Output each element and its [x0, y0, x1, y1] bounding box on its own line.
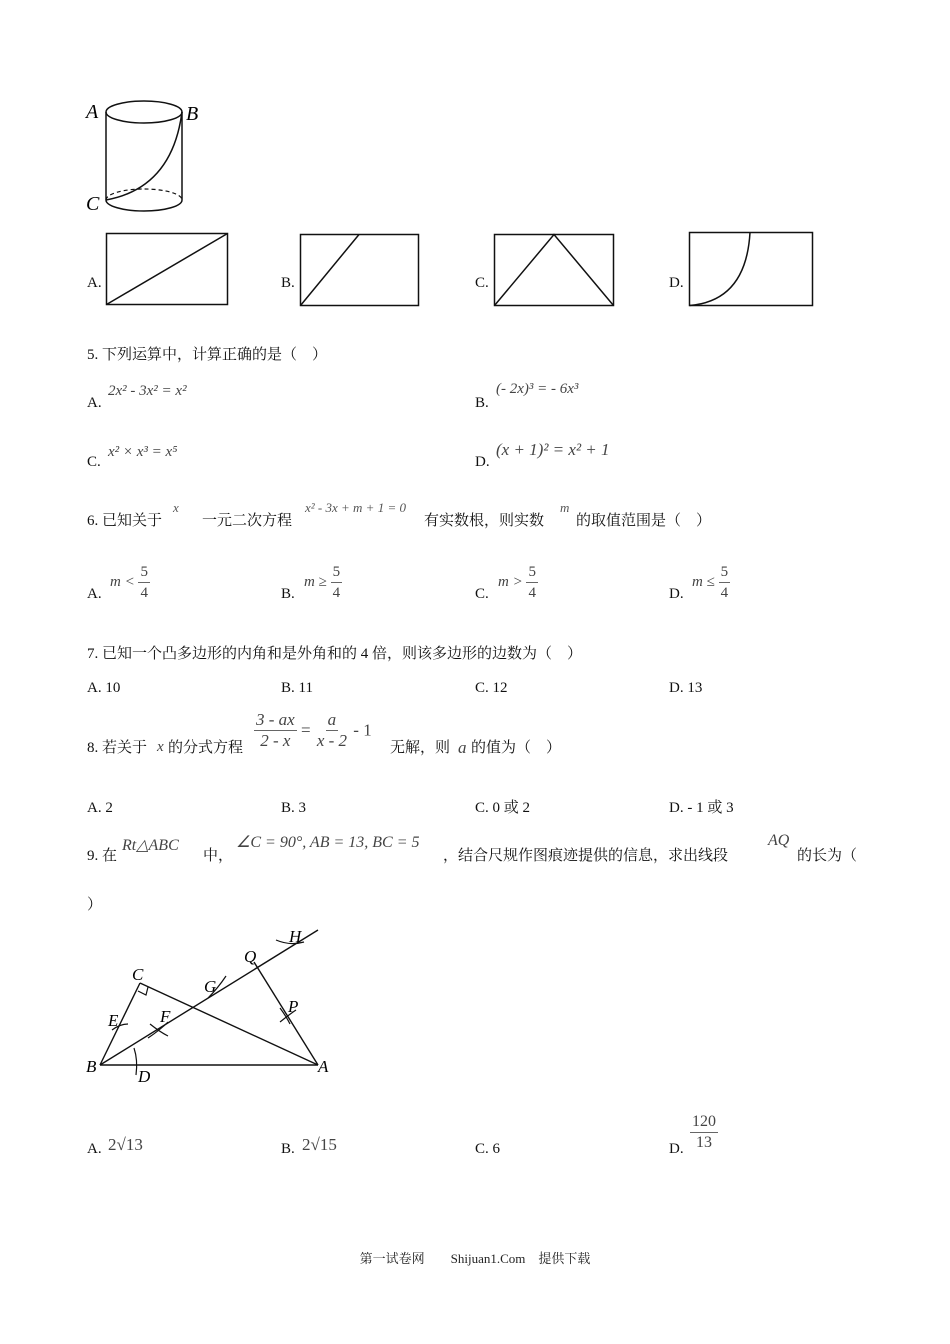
q6-option-A-value: m < $\frac{5}{4}$ [110, 564, 148, 601]
q9-option-A-value: 2√13 [108, 1135, 143, 1154]
label-D: D [138, 1067, 151, 1086]
q5-option-A-letter[interactable]: A. [87, 395, 102, 411]
cylinder-top [106, 101, 182, 123]
q5-option-B-expr: (- 2x)³ = - 6x³ [496, 381, 579, 397]
q8-var-x: x [157, 739, 164, 755]
q6-option-A-letter[interactable]: A. [87, 586, 102, 602]
q9-segment: AQ [768, 832, 790, 849]
q8-var-a: a [458, 738, 467, 757]
page-footer: 第一试卷网 Shijuan1.Com 提供下载 [359, 1251, 591, 1266]
q6-option-B-letter[interactable]: B. [281, 586, 295, 602]
label-P: P [288, 997, 299, 1016]
q9-option-C-letter: C. [475, 1141, 489, 1157]
q8-option-D[interactable]: D. - 1 或 3 [669, 800, 734, 816]
q6-option-B-value: m ≥ $\frac{5}{4}$ [304, 564, 341, 601]
q6-stem-b: 一元二次方程 [202, 513, 293, 529]
q4-option-D-letter[interactable]: D. [669, 275, 684, 291]
q9-triangle-figure [80, 920, 340, 1090]
q6-option-D-letter[interactable]: D. [669, 586, 684, 602]
q6-stem-d: 的取值范围是（ ） [576, 513, 712, 529]
label-A: A [86, 101, 99, 123]
q8-equation: $\frac{3 - ax}{2 - x}$ = $\frac{a}{x - 2}$ - 1 [256, 710, 372, 750]
q5-option-B-letter[interactable]: B. [475, 395, 489, 411]
q6-stem-a: 6. 已知关于 [87, 513, 163, 529]
q6-var-x: x [173, 500, 179, 515]
q6-var-m: m [560, 500, 570, 515]
label-F: F [160, 1007, 171, 1026]
q7-stem: 7. 已知一个凸多边形的内角和是外角和的 4 倍，则该多边形的边数为（ ） [87, 646, 583, 662]
label-B: B [186, 103, 199, 125]
label-Q: Q [244, 947, 257, 966]
q5-option-C-expr: x² × x³ = x⁵ [108, 444, 178, 460]
label-E: E [108, 1011, 119, 1030]
q5-option-C-letter[interactable]: C. [87, 454, 101, 470]
q9-triangle: Rt△ABC [122, 837, 179, 854]
q6-equation: x² - 3x + m + 1 = 0 [305, 500, 406, 515]
q9-option-B-letter[interactable]: B. [281, 1141, 295, 1157]
q9-stem-d: 的长为（ [797, 848, 858, 864]
q6-option-C-value: m > $\frac{5}{4}$ [498, 564, 536, 601]
q6-stem-c: 有实数根，则实数 [424, 513, 545, 529]
q4-option-B-letter[interactable]: B. [281, 275, 295, 291]
q6-option-C-letter[interactable]: C. [475, 586, 489, 602]
q9-conditions: ∠C = 90°, AB = 13, BC = 5 [236, 834, 420, 851]
q4-option-A-letter[interactable]: A. [87, 275, 102, 291]
q7-option-A[interactable]: A. 10 [87, 680, 121, 696]
q9-stem-c: ，结合尺规作图痕迹提供的信息，求出线段 [443, 848, 729, 864]
label-H: H [289, 927, 302, 946]
q4-option-A-figure[interactable] [105, 232, 230, 307]
q7-option-B[interactable]: B. 11 [281, 680, 313, 696]
label-G: G [204, 977, 217, 996]
q8-stem-d: 的值为（ ） [471, 740, 562, 756]
q8-stem-c: 无解，则 [390, 740, 451, 756]
label-B: B [86, 1057, 97, 1076]
cylinder-bottom-back [106, 189, 182, 200]
q5-option-D-expr: (x + 1)² = x² + 1 [496, 440, 610, 459]
q9-option-D-value: $\frac{120}{13}$ [692, 1113, 716, 1151]
q8-stem-a: 8. 若关于 [87, 740, 148, 756]
q7-option-D[interactable]: D. 13 [669, 680, 703, 696]
q9-option-C[interactable] [475, 1140, 500, 1158]
q5-option-A-expr: 2x² - 3x² = x² [108, 383, 187, 399]
q8-stem-b: 的分式方程 [168, 740, 244, 756]
q5-option-D-letter[interactable]: D. [475, 454, 490, 470]
cylinder-bottom-front [106, 200, 182, 211]
label-A: A [318, 1057, 329, 1076]
q6-option-D-value: m ≤ $\frac{5}{4}$ [692, 564, 729, 601]
q5-stem: 5. 下列运算中，计算正确的是（ ） [87, 347, 328, 363]
q9-option-D-letter[interactable]: D. [669, 1141, 684, 1157]
q4-option-B-figure[interactable] [299, 233, 421, 307]
q7-option-C[interactable]: C. 12 [475, 680, 508, 696]
q4-option-C-letter[interactable]: C. [475, 275, 489, 291]
q9-option-A-letter[interactable]: A. [87, 1141, 102, 1157]
q9-option-C-value: 6 [492, 1141, 501, 1157]
label-C: C [132, 965, 144, 984]
q9-stem-a: 9. 在 [87, 848, 118, 864]
q9-stem-b: 中， [203, 848, 234, 864]
q8-option-B[interactable]: B. 3 [281, 800, 307, 816]
cylinder-path-curve [106, 112, 182, 200]
q8-option-C[interactable]: C. 0 或 2 [475, 800, 531, 816]
q9-stem-e: ） [87, 897, 103, 913]
label-C: C [86, 193, 100, 215]
cylinder-figure [80, 90, 210, 220]
q4-option-C-figure[interactable] [493, 233, 616, 307]
q4-option-D-figure[interactable] [688, 231, 815, 307]
q9-option-B-value: 2√15 [302, 1135, 337, 1154]
q8-option-A[interactable]: A. 2 [87, 800, 113, 816]
